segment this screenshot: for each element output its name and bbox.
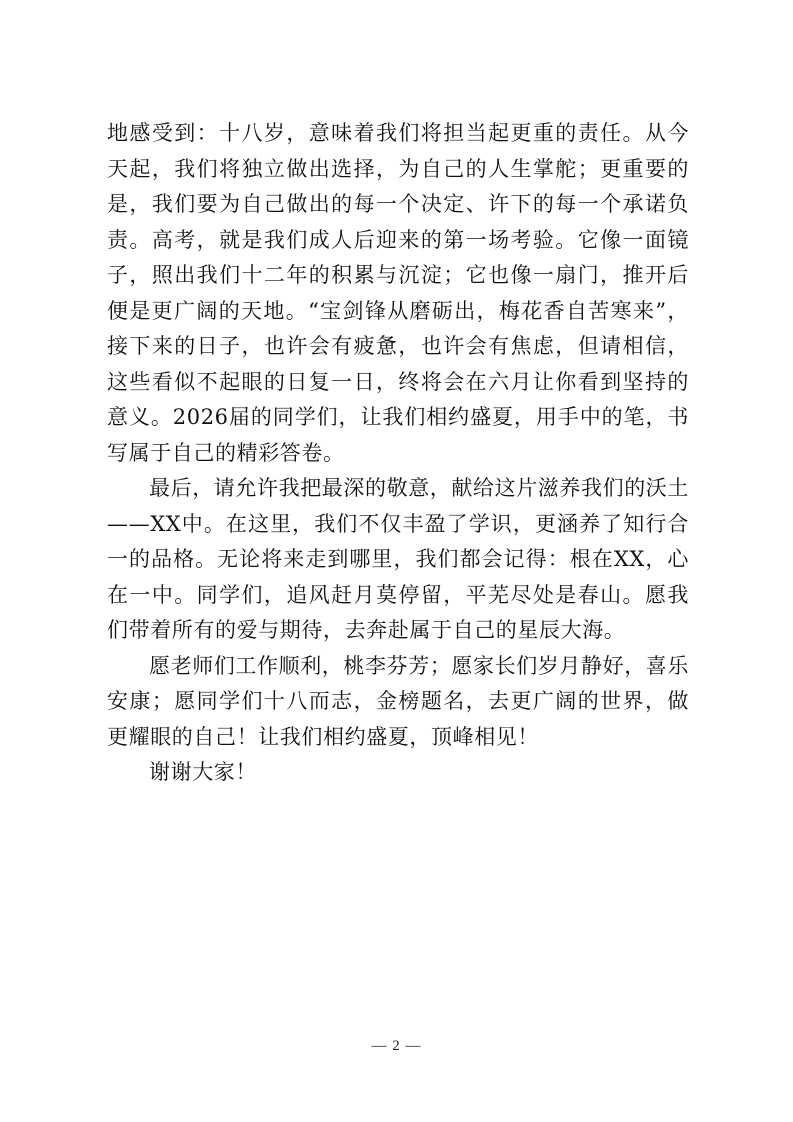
paragraph-continued: 地感受到：十八岁，意味着我们将担当起更重的责任。从今天起，我们将独立做出选择，为自己的人生掌舵；更重要的是，我们要为自己做出的每一个决定、许下的每一个承诺负责。高考，就是我们成人后迎来的第一场考验。它像一面镜子，照出我们十二年的积累与沉淀；它也像一扇门，推开后便是更广阔的天地。“宝剑锋从磨砺出，梅花香自苦寒来”，接下来的日子，也许会有疲惫，也许会有焦虑，但请相信，这些看似不起眼的日复一日，终将会在六月让你看到坚持的意义。2026届的同学们，让我们相约盛夏，用手中的笔，书写属于自己的精彩答卷。 [107, 121, 689, 465]
paragraph-thanks: 谢谢大家！ [149, 760, 257, 784]
paragraph-closing-tribute: 最后，请允许我把最深的敬意，献给这片滋养我们的沃土——XX中。在这里，我们不仅丰盈了学识，更涵养了知行合一的品格。无论将来走到哪里，我们都会记得：根在XX，心在一中。同学们，追风赶月莫停留，平芜尽处是春山。愿我们带着所有的爱与期待，去奔赴属于自己的星辰大海。 [107, 476, 689, 642]
page-number: — 2 — [371, 1038, 422, 1054]
document-body [107, 116, 689, 791]
paragraph-wishes: 愿老师们工作顺利，桃李芬芳；愿家长们岁月静好，喜乐安康；愿同学们十八而志，金榜题名，去更广阔的世界，做更耀眼的自己！让我们相约盛夏，顶峰相见！ [107, 653, 689, 749]
